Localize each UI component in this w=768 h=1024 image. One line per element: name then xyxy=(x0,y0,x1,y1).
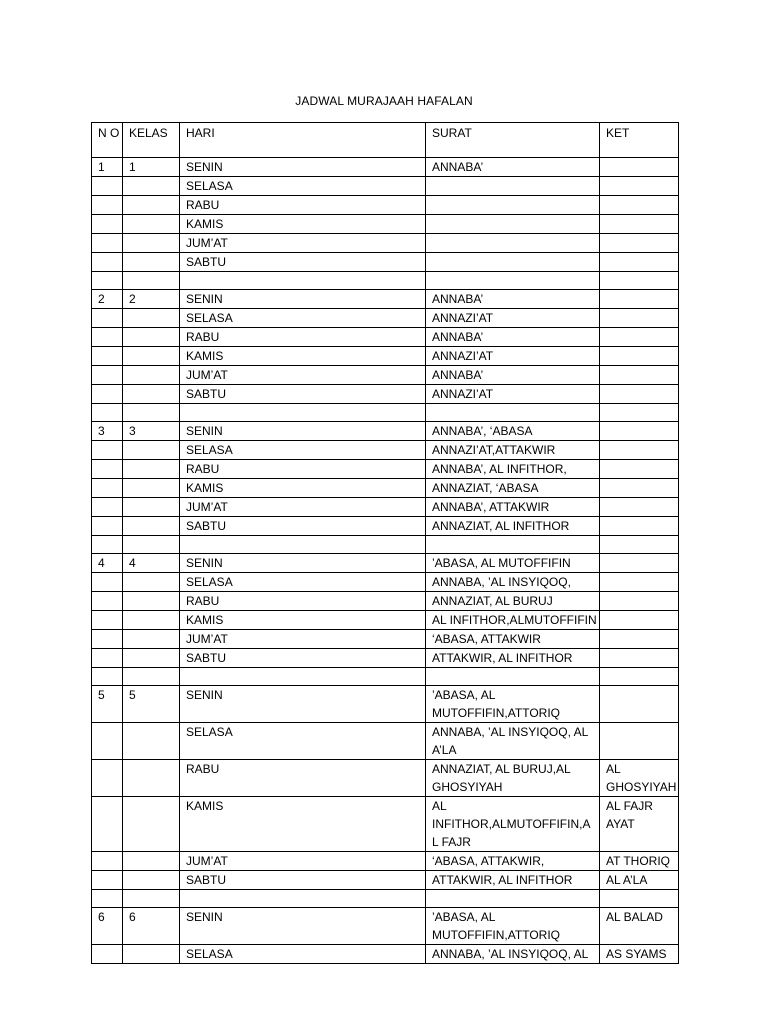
cell-surat: ANNAZIAT, ‘ABASA xyxy=(426,479,600,498)
table-row xyxy=(92,536,679,554)
table-row xyxy=(92,630,679,649)
cell-no: 3 xyxy=(92,422,123,441)
cell-surat: ANNAZI’AT xyxy=(426,385,600,404)
cell-kelas xyxy=(123,441,180,460)
cell-no xyxy=(92,479,123,498)
cell-no xyxy=(92,272,123,290)
cell-ket: AL FAJR AYAT xyxy=(600,797,679,852)
table-row xyxy=(92,908,679,945)
cell-ket xyxy=(600,611,679,630)
table-row xyxy=(92,158,679,177)
cell-kelas xyxy=(123,592,180,611)
cell-ket xyxy=(600,158,679,177)
cell-hari: RABU xyxy=(180,592,426,611)
table-row xyxy=(92,668,679,686)
cell-hari: SABTU xyxy=(180,517,426,536)
cell-no xyxy=(92,385,123,404)
cell-hari xyxy=(180,668,426,686)
cell-kelas xyxy=(123,649,180,668)
table-row xyxy=(92,852,679,871)
cell-hari: SENIN xyxy=(180,686,426,723)
cell-kelas xyxy=(123,498,180,517)
cell-no: 1 xyxy=(92,158,123,177)
cell-ket xyxy=(600,422,679,441)
table-row xyxy=(92,797,679,852)
cell-no xyxy=(92,573,123,592)
cell-ket xyxy=(600,272,679,290)
table-row xyxy=(92,479,679,498)
cell-hari: SENIN xyxy=(180,554,426,573)
cell-ket xyxy=(600,630,679,649)
cell-surat: ANNAZI’AT xyxy=(426,309,600,328)
cell-surat: ANNABA’ xyxy=(426,290,600,309)
cell-surat xyxy=(426,272,600,290)
cell-kelas xyxy=(123,611,180,630)
cell-kelas xyxy=(123,328,180,347)
cell-kelas xyxy=(123,536,180,554)
cell-no: 4 xyxy=(92,554,123,573)
cell-no xyxy=(92,945,123,964)
cell-kelas xyxy=(123,460,180,479)
cell-ket xyxy=(600,177,679,196)
cell-ket: AT THORIQ xyxy=(600,852,679,871)
table-row xyxy=(92,517,679,536)
cell-hari: SABTU xyxy=(180,871,426,890)
cell-ket xyxy=(600,385,679,404)
cell-no xyxy=(92,797,123,852)
cell-surat: ANNABA’, ‘ABASA xyxy=(426,422,600,441)
table-row xyxy=(92,347,679,366)
cell-no: 2 xyxy=(92,290,123,309)
schedule-table xyxy=(91,122,679,964)
cell-kelas: 2 xyxy=(123,290,180,309)
cell-no xyxy=(92,723,123,760)
table-row xyxy=(92,649,679,668)
cell-hari: SELASA xyxy=(180,723,426,760)
table-body xyxy=(92,158,679,964)
cell-surat xyxy=(426,668,600,686)
cell-surat: ANNAZIAT, AL BURUJ xyxy=(426,592,600,611)
table-row xyxy=(92,309,679,328)
cell-ket xyxy=(600,573,679,592)
cell-hari: KAMIS xyxy=(180,215,426,234)
cell-ket xyxy=(600,668,679,686)
cell-ket xyxy=(600,309,679,328)
cell-kelas xyxy=(123,668,180,686)
header-kelas: KELAS xyxy=(123,123,180,158)
cell-kelas xyxy=(123,196,180,215)
cell-ket xyxy=(600,890,679,908)
header-surat: SURAT xyxy=(426,123,600,158)
cell-hari: JUM’AT xyxy=(180,498,426,517)
cell-ket xyxy=(600,215,679,234)
cell-no xyxy=(92,890,123,908)
cell-hari: KAMIS xyxy=(180,611,426,630)
cell-kelas xyxy=(123,404,180,422)
table-row xyxy=(92,441,679,460)
cell-hari: SENIN xyxy=(180,908,426,945)
cell-surat xyxy=(426,234,600,253)
header-ket: KET xyxy=(600,123,679,158)
cell-hari: SABTU xyxy=(180,649,426,668)
cell-surat: ANNABA’ xyxy=(426,366,600,385)
cell-no xyxy=(92,630,123,649)
table-row xyxy=(92,385,679,404)
cell-ket: AL A’LA xyxy=(600,871,679,890)
cell-ket xyxy=(600,404,679,422)
cell-hari: SELASA xyxy=(180,945,426,964)
cell-hari: SABTU xyxy=(180,385,426,404)
cell-surat: ’ABASA, AL MUTOFFIFIN xyxy=(426,554,600,573)
cell-kelas xyxy=(123,871,180,890)
cell-kelas xyxy=(123,253,180,272)
cell-ket xyxy=(600,347,679,366)
cell-kelas xyxy=(123,797,180,852)
cell-ket xyxy=(600,723,679,760)
cell-surat: ANNAZIAT, AL BURUJ,AL GHOSYIYAH xyxy=(426,760,600,797)
cell-ket xyxy=(600,479,679,498)
table-row xyxy=(92,945,679,964)
table-row xyxy=(92,890,679,908)
table-row xyxy=(92,723,679,760)
header-no: N O xyxy=(92,123,123,158)
table-row xyxy=(92,498,679,517)
cell-no xyxy=(92,460,123,479)
cell-kelas xyxy=(123,385,180,404)
cell-ket xyxy=(600,290,679,309)
table-row xyxy=(92,422,679,441)
cell-surat: ANNABA’, AL INFITHOR, xyxy=(426,460,600,479)
cell-no xyxy=(92,215,123,234)
cell-kelas xyxy=(123,630,180,649)
table-row xyxy=(92,611,679,630)
table-row xyxy=(92,290,679,309)
cell-kelas xyxy=(123,573,180,592)
cell-ket: AL BALAD xyxy=(600,908,679,945)
table-row xyxy=(92,760,679,797)
table-row xyxy=(92,196,679,215)
table-row xyxy=(92,272,679,290)
cell-hari: RABU xyxy=(180,328,426,347)
cell-ket xyxy=(600,592,679,611)
cell-kelas: 4 xyxy=(123,554,180,573)
cell-no xyxy=(92,309,123,328)
cell-no xyxy=(92,649,123,668)
cell-no: 5 xyxy=(92,686,123,723)
cell-hari: RABU xyxy=(180,196,426,215)
cell-surat: ANNABA, ’AL INSYIQOQ, AL xyxy=(426,945,600,964)
cell-hari xyxy=(180,536,426,554)
cell-no xyxy=(92,871,123,890)
cell-kelas xyxy=(123,366,180,385)
table-row xyxy=(92,366,679,385)
cell-ket xyxy=(600,649,679,668)
cell-surat: ANNABA’ xyxy=(426,158,600,177)
cell-hari: SELASA xyxy=(180,177,426,196)
cell-hari: SENIN xyxy=(180,422,426,441)
cell-hari: SELASA xyxy=(180,573,426,592)
cell-no xyxy=(92,517,123,536)
table-row xyxy=(92,253,679,272)
cell-kelas xyxy=(123,517,180,536)
cell-kelas: 1 xyxy=(123,158,180,177)
cell-surat xyxy=(426,215,600,234)
cell-hari xyxy=(180,272,426,290)
cell-ket xyxy=(600,498,679,517)
cell-hari: KAMIS xyxy=(180,479,426,498)
table-row xyxy=(92,554,679,573)
cell-kelas xyxy=(123,479,180,498)
cell-surat: ATTAKWIR, AL INFITHOR xyxy=(426,649,600,668)
cell-no xyxy=(92,253,123,272)
cell-surat: ‘ABASA, ATTAKWIR, xyxy=(426,852,600,871)
cell-kelas: 3 xyxy=(123,422,180,441)
cell-surat xyxy=(426,404,600,422)
cell-surat: AL INFITHOR,ALMUTOFFIFIN,A L FAJR xyxy=(426,797,600,852)
cell-kelas xyxy=(123,347,180,366)
cell-no: 6 xyxy=(92,908,123,945)
table-row xyxy=(92,871,679,890)
document-title: JADWAL MURAJAAH HAFALAN xyxy=(295,94,473,108)
cell-no xyxy=(92,441,123,460)
table-row xyxy=(92,234,679,253)
cell-ket xyxy=(600,536,679,554)
cell-ket xyxy=(600,253,679,272)
cell-kelas xyxy=(123,945,180,964)
cell-hari: KAMIS xyxy=(180,347,426,366)
cell-surat xyxy=(426,177,600,196)
table-row xyxy=(92,215,679,234)
cell-hari: SABTU xyxy=(180,253,426,272)
cell-surat: ATTAKWIR, AL INFITHOR xyxy=(426,871,600,890)
cell-ket: AL GHOSYIYAH xyxy=(600,760,679,797)
table-row xyxy=(92,686,679,723)
cell-ket xyxy=(600,441,679,460)
cell-ket xyxy=(600,460,679,479)
table-row xyxy=(92,573,679,592)
cell-ket xyxy=(600,234,679,253)
cell-no xyxy=(92,611,123,630)
cell-ket xyxy=(600,686,679,723)
cell-surat xyxy=(426,536,600,554)
cell-surat: ’ABASA, AL MUTOFFIFIN,ATTORIQ xyxy=(426,908,600,945)
table-row xyxy=(92,328,679,347)
cell-surat: ANNABA’ xyxy=(426,328,600,347)
cell-ket xyxy=(600,328,679,347)
cell-hari: RABU xyxy=(180,760,426,797)
cell-no xyxy=(92,668,123,686)
cell-no xyxy=(92,196,123,215)
cell-no xyxy=(92,328,123,347)
cell-ket: AS SYAMS xyxy=(600,945,679,964)
cell-surat xyxy=(426,890,600,908)
cell-hari: KAMIS xyxy=(180,797,426,852)
cell-surat: ANNAZI’AT xyxy=(426,347,600,366)
cell-no xyxy=(92,177,123,196)
table-header-row xyxy=(92,123,679,158)
cell-kelas xyxy=(123,723,180,760)
cell-surat xyxy=(426,253,600,272)
table-row xyxy=(92,404,679,422)
cell-no xyxy=(92,366,123,385)
cell-no xyxy=(92,404,123,422)
cell-kelas xyxy=(123,177,180,196)
cell-kelas xyxy=(123,760,180,797)
cell-kelas: 6 xyxy=(123,908,180,945)
cell-surat: ANNABA, ’AL INSYIQOQ, AL A’LA xyxy=(426,723,600,760)
table-row xyxy=(92,177,679,196)
cell-no xyxy=(92,498,123,517)
cell-kelas xyxy=(123,234,180,253)
cell-surat: AL INFITHOR,ALMUTOFFIFIN xyxy=(426,611,600,630)
cell-no xyxy=(92,234,123,253)
cell-surat: ANNAZIAT, AL INFITHOR xyxy=(426,517,600,536)
table-row xyxy=(92,592,679,611)
cell-kelas xyxy=(123,215,180,234)
cell-hari: JUM’AT xyxy=(180,366,426,385)
cell-hari: SENIN xyxy=(180,158,426,177)
header-hari: HARI xyxy=(180,123,426,158)
cell-surat: ANNABA, ’AL INSYIQOQ, xyxy=(426,573,600,592)
cell-hari: SELASA xyxy=(180,441,426,460)
cell-no xyxy=(92,536,123,554)
cell-surat: ANNABA’, ATTAKWIR xyxy=(426,498,600,517)
cell-hari xyxy=(180,890,426,908)
cell-ket xyxy=(600,196,679,215)
cell-hari xyxy=(180,404,426,422)
cell-hari: JUM’AT xyxy=(180,630,426,649)
cell-no xyxy=(92,347,123,366)
cell-surat: ‘ABASA, ATTAKWIR xyxy=(426,630,600,649)
cell-kelas xyxy=(123,272,180,290)
cell-ket xyxy=(600,366,679,385)
cell-surat: ’ABASA, AL MUTOFFIFIN,ATTORIQ xyxy=(426,686,600,723)
cell-ket xyxy=(600,517,679,536)
cell-kelas xyxy=(123,890,180,908)
cell-surat xyxy=(426,196,600,215)
cell-hari: SELASA xyxy=(180,309,426,328)
cell-no xyxy=(92,852,123,871)
cell-ket xyxy=(600,554,679,573)
cell-surat: ANNAZI’AT,ATTAKWIR xyxy=(426,441,600,460)
cell-no xyxy=(92,592,123,611)
cell-hari: SENIN xyxy=(180,290,426,309)
cell-hari: RABU xyxy=(180,460,426,479)
cell-hari: JUM’AT xyxy=(180,234,426,253)
cell-hari: JUM’AT xyxy=(180,852,426,871)
cell-kelas xyxy=(123,852,180,871)
table-row xyxy=(92,460,679,479)
cell-no xyxy=(92,760,123,797)
cell-kelas: 5 xyxy=(123,686,180,723)
cell-kelas xyxy=(123,309,180,328)
